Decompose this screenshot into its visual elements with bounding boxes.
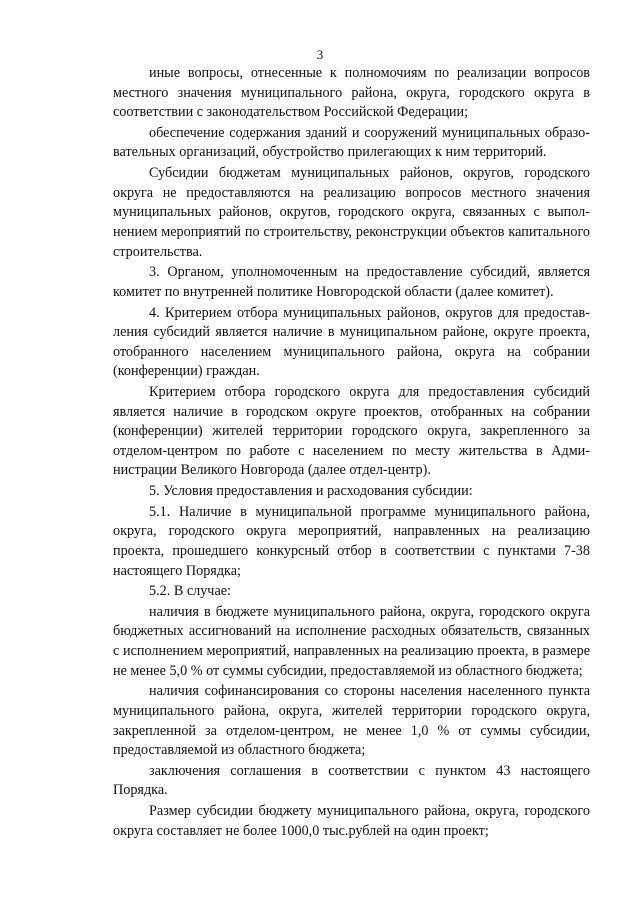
paragraph-12: заключения соглашения в соответствии с пунктом 43 настоящего Порядка. bbox=[113, 762, 590, 799]
paragraph-2: обеспечение содержания зданий и сооружений муниципальных образовательных организаций, обустройство прилегающих к ним территорий. bbox=[113, 124, 590, 161]
paragraph-3: Субсидии бюджетам муниципальных районов, округов, городского округа не предоставляются на реализацию вопросов местного значения муниципальных районов, округов, городского округа, связанных с выполнением мероприятий по строительству, реконструкции объектов капитального строительства. bbox=[113, 165, 590, 260]
paragraph-5: 4. Критерием отбора муниципальных районов, округов для предоставления субсидий является наличие в муниципальном районе, округе проекта, отобранного населением муниципального района, округа на собрании (конференции) граждан. bbox=[113, 304, 590, 380]
paragraph-10: наличия в бюджете муниципального района, округа, городского округа бюджетных ассигнований на исполнение расходных обязательств, связанных с исполнением мероприятий, направленных на реализацию проекта, в размере не менее 5,0 % от суммы субсидии, предоставляемой из областного бюджета; bbox=[113, 603, 590, 679]
document-body bbox=[113, 64, 590, 842]
paragraph-13: Размер субсидии бюджету муниципального района, округа, городского округа составляет не более 1000,0 тыс.рублей на один проект; bbox=[113, 803, 590, 839]
paragraph-8: 5.1. Наличие в муниципальной программе муниципального района, округа, городского округа мероприятий, направленных на реализацию проекта, прошедшего конкурсный отбор в соответствии с пунктами 7-38 настоящего Порядка; bbox=[113, 503, 590, 579]
paragraph-7: 5. Условия предоставления и расходования субсидии: bbox=[149, 483, 473, 500]
paragraph-9: 5.2. В случае: bbox=[149, 583, 231, 600]
paragraph-6: Критерием отбора городского округа для предоставления субсидий является наличие в городском округе проектов, отобранных на собрании (конференции) жителей территории городского округа, закрепленного за отделом-центром по работе с населением по месту жительства в Администрации Великого Новгорода (далее отдел-центр). bbox=[113, 383, 590, 479]
page-number: 3 bbox=[316, 47, 324, 62]
paragraph-1: иные вопросы, отнесенные к полномочиям по реализации вопросов местного значения муниципального района, округа, городского округа в соответствии с законодательством Российской Федерации; bbox=[113, 65, 590, 121]
paragraph-11: наличия софинансирования со стороны населения населенного пункта муниципального района, округа, жителей территории городского округа, закрепленной за отделом-центром, не менее 1,0 % от суммы субсидии, предоставляемой из областного бюджета; bbox=[113, 683, 590, 759]
paragraph-4: 3. Органом, уполномоченным на предоставление субсидий, является комитет по внутренней политике Новгородской области (далее комитет). bbox=[113, 264, 590, 300]
